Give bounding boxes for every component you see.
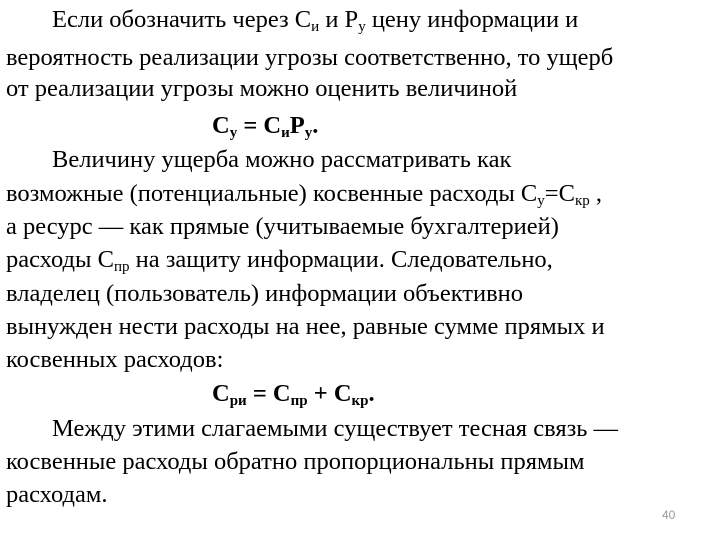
paragraph1-line3: от реализации угрозы можно оценить величиной [6,75,518,102]
text-fragment: на защиту информации. Следовательно, [129,246,553,273]
paragraph1-line1 [52,5,578,35]
subscript: у [229,125,238,141]
formula-part: С [212,112,230,139]
subscript: ри [229,393,247,409]
paragraph2-line4 [6,245,553,275]
formula-part: С [212,380,230,407]
subscript: пр [290,393,308,409]
formula-part: . [368,380,375,407]
subscript: и [311,19,320,35]
paragraph2-line2 [6,179,602,209]
formula-part: + С [307,380,352,407]
formula-part: = С [246,380,291,407]
text-fragment: возможные (потенциальные) косвенные расходы С [6,180,538,207]
formula-total-cost [212,379,375,409]
paragraph2-line5: владелец (пользователь) информации объективно [6,280,524,307]
text-fragment: Если обозначить через С [52,6,312,33]
formula-part: Р [289,112,305,139]
paragraph2-line7: косвенных расходов: [6,346,224,373]
paragraph3-line2: косвенные расходы обратно пропорциональны прямым [6,448,585,475]
text-fragment: расходы С [6,246,114,273]
text-fragment: цену информации и [365,6,579,33]
subscript: кр [574,193,590,209]
formula-damage [212,111,318,141]
formula-part: = С [237,112,282,139]
paragraph3-line3: расходам. [6,481,108,508]
subscript: и [281,125,290,141]
subscript: кр [351,393,369,409]
subscript: пр [113,259,130,275]
paragraph3-line1: Между этими слагаемыми существует тесная связь — [52,415,619,442]
subscript: у [358,19,366,35]
paragraph1-line2: вероятность реализации угрозы соответственно, то ущерб [6,44,614,71]
text-fragment: =С [544,180,575,207]
text-fragment: и Р [319,6,359,33]
subscript: у [537,193,545,209]
paragraph2-line6: вынужден нести расходы на нее, равные сумме прямых и [6,313,605,340]
subscript: у [304,125,313,141]
text-fragment: , [589,180,602,207]
paragraph2-line3: а ресурс — как прямые (учитываемые бухгалтерией) [6,213,559,240]
page-number: 40 [662,508,676,522]
formula-part: . [312,112,319,139]
paragraph2-line1: Величину ущерба можно рассматривать как [52,146,512,173]
